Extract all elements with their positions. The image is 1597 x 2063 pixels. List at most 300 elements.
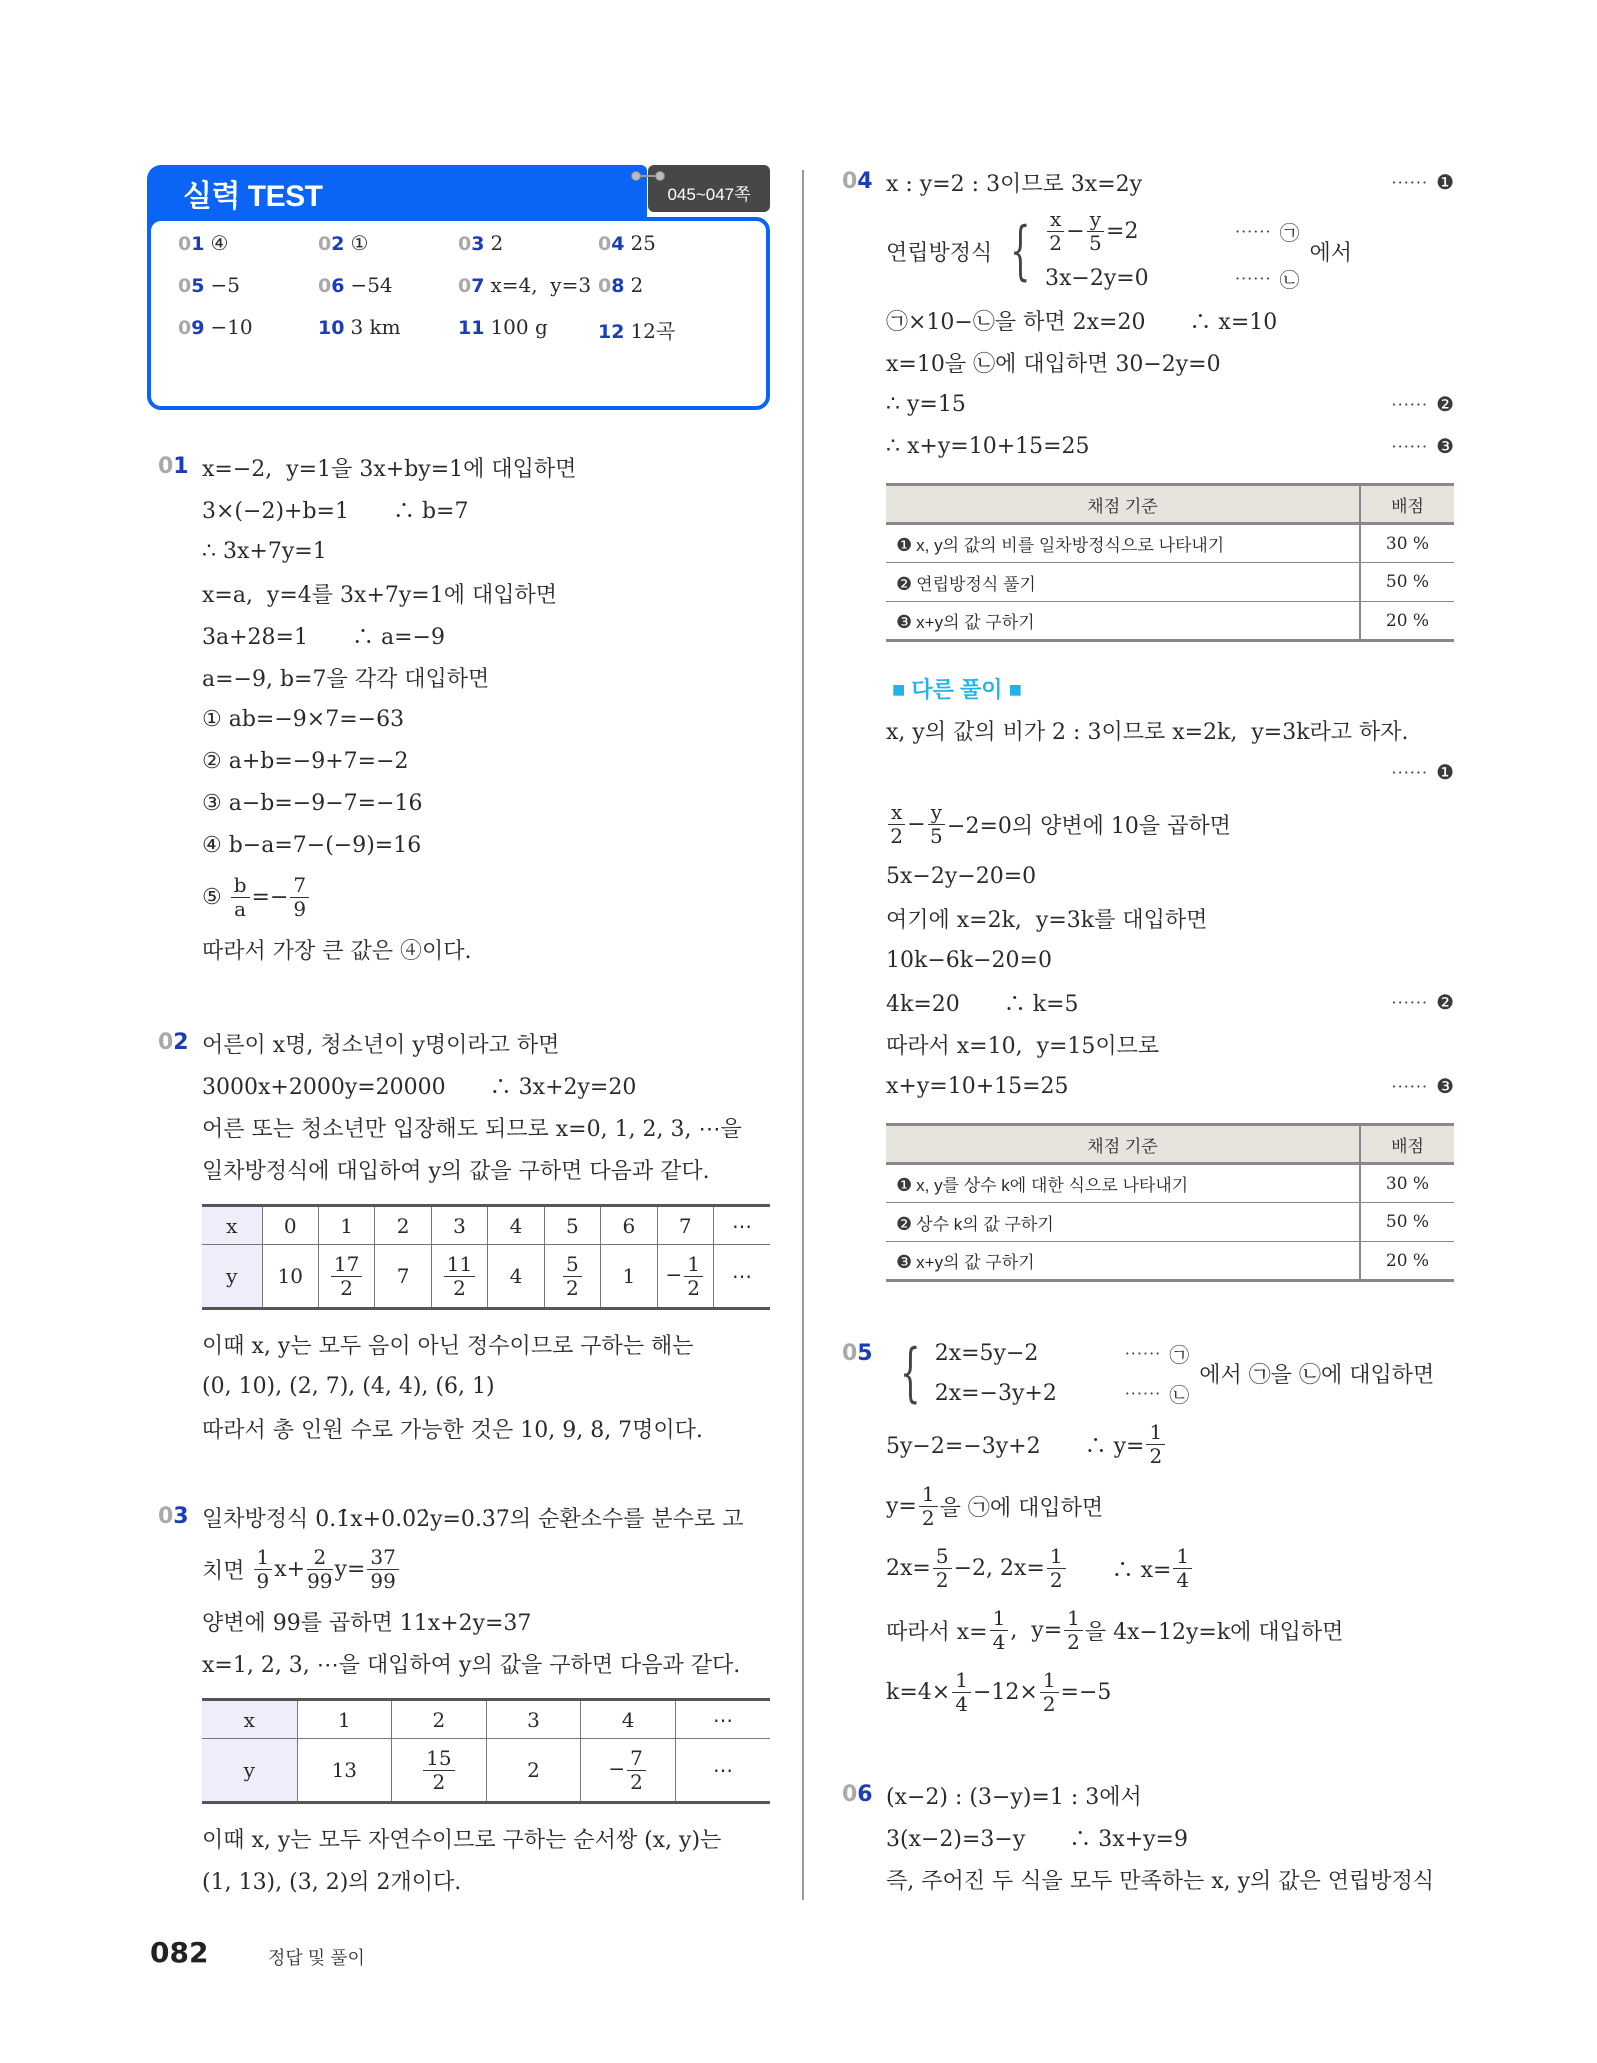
leader-dots: ······	[1391, 762, 1429, 782]
table-cell	[714, 1206, 771, 1245]
scoring-table	[886, 483, 1454, 642]
answer-item	[318, 315, 401, 339]
column-divider	[802, 170, 804, 1900]
math-text: x=4, y=3	[490, 273, 592, 297]
value-table	[202, 1204, 770, 1310]
numerator: 1	[990, 1607, 1009, 1630]
math-text: 1	[337, 1707, 351, 1732]
answer-value	[350, 273, 392, 297]
fraction	[919, 1483, 938, 1529]
math-text: , y=	[1010, 1617, 1063, 1643]
scoring-criterion	[886, 524, 1360, 563]
answer-number: 12	[598, 321, 625, 343]
math-text: 2	[490, 231, 504, 255]
math-text: 5	[566, 1213, 579, 1238]
answer-value	[210, 231, 228, 255]
problem-number: 03	[158, 1504, 189, 1529]
math-text: x, y를 상수 k에 대한 식으로 나타내기	[916, 1176, 1189, 1195]
equation-tag	[1235, 217, 1300, 246]
math-text: 3	[350, 315, 370, 339]
denominator: 4	[1176, 1567, 1190, 1592]
math-text: x=−2, y=1을 3x+by=1에 대입하면	[202, 456, 577, 482]
solution-line	[202, 928, 770, 970]
scoring-row	[886, 524, 1454, 563]
solution-line	[202, 488, 770, 530]
numerator: 1	[952, 1669, 971, 1692]
numerator: 11	[444, 1253, 475, 1276]
math-text: 연립방정식 풀기	[916, 574, 1036, 594]
step-number-icon: ❷	[1436, 392, 1454, 416]
table-cell	[262, 1206, 318, 1245]
solution-line	[202, 572, 770, 614]
step-number-icon: ❶	[896, 1175, 913, 1196]
numerator: 7	[290, 874, 309, 897]
step-number-icon: ❷	[896, 573, 913, 595]
scoring-criterion	[886, 602, 1360, 641]
math-text: 2	[396, 1213, 410, 1238]
denominator: 99	[307, 1568, 333, 1593]
table-cell	[431, 1206, 487, 1245]
math-text: 3000x+2000y=20000 ∴ 3x+2y=20	[202, 1074, 637, 1100]
step-number-icon: ❶	[896, 535, 913, 556]
value-table-wrapper	[202, 1698, 770, 1804]
solution-line	[886, 161, 1454, 203]
problem-number: 06	[842, 1782, 873, 1807]
table-cell	[486, 1739, 581, 1803]
solution-line	[886, 709, 1454, 751]
math-text: −2, 2x=	[953, 1555, 1045, 1581]
denominator: 4	[992, 1629, 1006, 1654]
math-text: 따라서 x=	[886, 1619, 988, 1645]
math-text: 2	[432, 1707, 446, 1732]
math-text: −	[665, 1262, 683, 1287]
math-text: =2	[1106, 218, 1139, 244]
scoring-points: 30 %	[1360, 1164, 1454, 1203]
math-text: 3	[527, 1707, 540, 1732]
math-text: 1	[340, 1213, 354, 1238]
math-text: 4k=20 ∴ k=5	[886, 991, 1079, 1017]
solution-line	[202, 1496, 770, 1538]
denominator: 2	[687, 1275, 701, 1300]
answer-value	[350, 315, 400, 339]
table-cell	[392, 1739, 487, 1803]
table-cell	[601, 1245, 657, 1309]
table-cell	[375, 1245, 431, 1309]
solution-line	[886, 855, 1454, 897]
fraction	[933, 1545, 952, 1591]
math-text: ④ b−a=7−(−9)=16	[202, 832, 422, 858]
math-text: x : y=2 : 3이므로 3x=2y	[886, 171, 1143, 197]
numerator: 7	[627, 1747, 646, 1770]
math-text: −	[608, 1756, 626, 1781]
equation	[1045, 266, 1235, 291]
solution-lines	[202, 1496, 770, 1901]
solution-line	[886, 1816, 1454, 1858]
table-row	[202, 1206, 770, 1245]
step-number-icon: ❶	[1436, 170, 1454, 194]
math-text: =−	[251, 884, 289, 910]
math-text: x+y의 값 구하기	[916, 613, 1035, 632]
math-text: 즉, 주어진 두 식을 모두 만족하는 x, y의 값은 연립방정식	[886, 1868, 1435, 1894]
equation-tag	[1235, 264, 1300, 293]
answer-value	[210, 273, 239, 297]
math-text: 치면	[202, 1558, 252, 1584]
fraction	[990, 1607, 1009, 1653]
answer-number: 05	[178, 275, 205, 297]
fraction	[928, 801, 945, 847]
math-text: −	[1066, 218, 1085, 244]
solution-line	[202, 782, 770, 824]
numerator: 5	[933, 1545, 952, 1568]
solution-line	[202, 824, 770, 866]
answer-summary-box	[147, 165, 770, 410]
equation-label-icon: ㉡	[1169, 1382, 1190, 1407]
math-text: 5y−2=−3y+2 ∴ y=	[886, 1433, 1145, 1459]
math-text: ①	[350, 231, 369, 255]
numerator: x	[888, 801, 905, 824]
solution-line	[886, 793, 1454, 855]
numerator: 2	[307, 1546, 332, 1569]
math-text: =−5	[1060, 1679, 1112, 1705]
answer-number: 06	[318, 275, 345, 297]
numerator: 17	[331, 1253, 362, 1276]
math-text: 3a+28=1 ∴ a=−9	[202, 624, 445, 650]
denominator: 2	[921, 1505, 935, 1530]
fraction	[888, 801, 905, 847]
solution-line	[202, 1600, 770, 1642]
table-row-header	[202, 1206, 262, 1245]
math-text: 13	[331, 1758, 358, 1782]
solution-line	[886, 1065, 1454, 1107]
math-text: ㉠×10−㉡을 하면 2x=20 ∴ x=10	[886, 309, 1278, 335]
math-text: x	[243, 1707, 255, 1732]
table-cell	[486, 1700, 581, 1739]
denominator: 5	[930, 823, 943, 848]
math-text: −5	[210, 273, 240, 297]
numerator: 37	[367, 1546, 398, 1569]
step-number-icon: ❷	[896, 1213, 913, 1235]
fraction	[684, 1253, 703, 1299]
solution-lines	[886, 1333, 1454, 1723]
denominator: a	[234, 896, 247, 921]
equation	[935, 1341, 1125, 1366]
leader-dots: ······	[1234, 268, 1272, 288]
solution-line	[202, 1022, 770, 1064]
scoring-row	[886, 602, 1454, 641]
solution-line	[202, 614, 770, 656]
table-cell	[262, 1245, 318, 1309]
math-text: k=4×	[886, 1679, 951, 1705]
answer-item	[458, 273, 591, 297]
leader-dots: ······	[1234, 221, 1272, 241]
solution-line	[886, 299, 1454, 341]
denominator: 2	[890, 823, 903, 848]
table-row-header	[202, 1245, 262, 1309]
math-text: 이때 x, y는 모두 음이 아닌 정수이므로 구하는 해는	[202, 1333, 694, 1359]
answer-value	[490, 231, 503, 255]
table-cell	[675, 1700, 770, 1739]
math-text: ② a+b=−9+7=−2	[202, 748, 409, 774]
math-text: ∴ x+y=10+15=25	[886, 433, 1090, 459]
table-row	[202, 1245, 770, 1309]
scoring-criterion	[886, 563, 1360, 602]
denominator: 2	[1149, 1443, 1163, 1468]
math-text: 4	[621, 1707, 635, 1732]
math-text: 3×(−2)+b=1 ∴ b=7	[202, 498, 469, 524]
math-text: ⋯	[712, 1707, 733, 1732]
answer-value	[630, 231, 655, 255]
step-number-icon: ❷	[1436, 990, 1454, 1014]
math-text: 따라서 가장 큰 값은 ④이다.	[202, 938, 472, 964]
answer-item	[458, 315, 548, 339]
denominator: 2	[935, 1567, 949, 1592]
system-row	[935, 1333, 1190, 1373]
solution-line	[886, 1599, 1454, 1661]
math-text: 어른 또는 청소년만 입장해도 되므로 x=0, 1, 2, 3, ⋯을	[202, 1116, 742, 1142]
leader-dots: ······	[1391, 394, 1429, 414]
problem-04	[842, 161, 1454, 1282]
math-text: 일차방정식 0.1̇x+0.0̇2̇y=0.3̇7̇의 순환소수를 분수로 고	[202, 1506, 744, 1532]
math-text: 2	[527, 1758, 540, 1782]
math-text: 을 4x−12y=k에 대입하면	[1084, 1619, 1344, 1645]
scoring-header-cell: 배점	[1360, 485, 1454, 524]
math-text: x=a, y=4를 3x+7y=1에 대입하면	[202, 582, 557, 608]
leader-dots: ······	[1391, 1076, 1429, 1096]
math-text: 따라서 x=10, y=15이므로	[886, 1033, 1160, 1059]
denominator: 4	[955, 1691, 968, 1716]
scoring-row	[886, 1242, 1454, 1281]
scoring-header-cell: 채점 기준	[886, 485, 1360, 524]
table-cell	[675, 1739, 770, 1803]
numerator: 15	[423, 1747, 454, 1770]
brace-icon: {	[1010, 214, 1031, 288]
solution-line	[202, 740, 770, 782]
answer-item	[318, 273, 393, 297]
step-number-icon: ❸	[1436, 434, 1454, 458]
table-cell	[714, 1245, 771, 1309]
scoring-points: 50 %	[1360, 1203, 1454, 1242]
math-text: 일차방정식에 대입하여 y의 값을 구하면 다음과 같다.	[202, 1158, 710, 1184]
denominator: 2	[1049, 230, 1062, 255]
denominator: 9	[293, 896, 307, 921]
solution-line	[886, 425, 1454, 467]
solution-lines	[886, 1774, 1454, 1900]
math-text: ⋯	[712, 1758, 733, 1782]
leader-dots: ······	[1391, 436, 1429, 456]
math-text: x, y의 값의 비가 2 : 3이므로 x=2k, y=3k라고 하자.	[886, 719, 1409, 745]
math-text: −2=0의 양변에 10을 곱하면	[947, 813, 1231, 839]
math-text: ⑤	[202, 884, 229, 910]
scoring-header-row	[886, 485, 1454, 524]
denominator: 2	[630, 1769, 643, 1794]
scoring-row	[886, 1203, 1454, 1242]
system-row	[1045, 204, 1300, 258]
solution-line	[202, 1148, 770, 1190]
solution-line	[886, 1774, 1454, 1816]
solution-line	[202, 1642, 770, 1684]
scoring-points: 20 %	[1360, 1242, 1454, 1281]
solution-line	[202, 1106, 770, 1148]
table-cell	[657, 1206, 713, 1245]
table-row	[202, 1739, 770, 1803]
math-text: y	[226, 1264, 238, 1288]
math-text: 2x=	[886, 1555, 931, 1581]
solution-line	[886, 981, 1454, 1023]
denominator: 5	[1088, 230, 1102, 255]
math-text: ⋯	[732, 1213, 752, 1238]
brace-icon: {	[900, 1336, 921, 1410]
numerator: 1	[1040, 1669, 1059, 1692]
problem-06	[842, 1774, 1454, 1900]
solution-line	[202, 1817, 770, 1859]
answer-value	[210, 315, 252, 339]
math-text: ⋯	[732, 1264, 752, 1288]
problem-02	[158, 1022, 770, 1449]
fraction	[563, 1253, 582, 1299]
problem-number: 05	[842, 1341, 873, 1366]
solution-line	[886, 1023, 1454, 1065]
fraction	[1087, 208, 1104, 254]
step-number-icon: ❸	[896, 612, 913, 633]
answer-item	[178, 273, 240, 297]
fraction	[231, 874, 250, 920]
answer-item	[318, 231, 368, 255]
unit-text: km	[369, 315, 401, 339]
math-text: ∴ 3x+7y=1	[202, 538, 327, 564]
answer-box-title: 실력 TEST	[183, 180, 323, 213]
equation-tag	[1125, 1339, 1190, 1368]
math-text: 6	[622, 1213, 636, 1238]
numerator: 5	[563, 1253, 582, 1276]
system-suffix: 에서	[1309, 240, 1353, 266]
table-cell	[581, 1700, 676, 1739]
math-text: (1, 13), (3, 2)의 2개이다.	[202, 1869, 462, 1895]
scoring-header-row	[886, 1125, 1454, 1164]
fraction	[331, 1253, 362, 1299]
math-text: 10k−6k−20=0	[886, 947, 1052, 973]
problem-03	[158, 1496, 770, 1901]
table-cell	[297, 1700, 392, 1739]
solution-line	[886, 751, 1454, 793]
fraction	[290, 874, 309, 920]
solution-line	[886, 383, 1454, 425]
math-text: −	[907, 811, 926, 837]
solution-line	[886, 897, 1454, 939]
table-row	[202, 1700, 770, 1739]
system-rows	[1045, 204, 1300, 298]
table-cell	[601, 1206, 657, 1245]
denominator: 9	[256, 1568, 270, 1593]
solution-line	[202, 1064, 770, 1106]
equation-label-icon: ㉡	[1279, 267, 1300, 292]
math-text: y	[243, 1758, 255, 1782]
leader-dots: ······	[1391, 992, 1429, 1012]
answer-value	[350, 231, 368, 255]
answer-value	[630, 273, 643, 297]
numerator: 1	[1173, 1545, 1192, 1568]
answer-number: 11	[458, 317, 485, 339]
solution-line	[202, 1323, 770, 1365]
math-text: ③ a−b=−9−7=−16	[202, 790, 423, 816]
math-text: 7	[396, 1264, 410, 1288]
math-text: 3	[453, 1213, 466, 1238]
math-text: x+	[274, 1556, 306, 1582]
denominator: 2	[566, 1275, 579, 1300]
solution-line	[202, 656, 770, 698]
equation-tag	[1125, 1379, 1190, 1408]
problem-number: 04	[842, 169, 873, 194]
step-marker	[1392, 1074, 1454, 1098]
equation	[1045, 208, 1235, 254]
step-number-icon: ❸	[896, 1252, 913, 1273]
table-cell	[657, 1245, 713, 1309]
math-text: 2x=−3y+2	[934, 1380, 1057, 1406]
scoring-points: 30 %	[1360, 524, 1454, 563]
scoring-points: 50 %	[1360, 563, 1454, 602]
table-cell	[431, 1245, 487, 1309]
page-number: 082	[150, 1936, 209, 1969]
table-cell	[544, 1245, 600, 1309]
math-text: (0, 10), (2, 7), (4, 4), (6, 1)	[202, 1373, 495, 1399]
answer-item	[598, 231, 656, 255]
equation-label-icon: ㉠	[1169, 1342, 1190, 1367]
math-text: 어른이 x명, 청소년이 y명이라고 하면	[202, 1032, 560, 1058]
fraction	[1040, 1669, 1059, 1715]
table-cell	[318, 1245, 374, 1309]
math-text: 여기에 x=2k, y=3k를 대입하면	[886, 907, 1208, 933]
math-text: 2	[630, 273, 644, 297]
table-cell	[375, 1206, 431, 1245]
step-number-icon: ❶	[1436, 760, 1454, 784]
solution-lines	[202, 446, 770, 970]
answer-item	[598, 273, 643, 297]
math-text: x+y의 값 구하기	[916, 1253, 1035, 1272]
denominator: 2	[340, 1275, 354, 1300]
problem-01	[158, 446, 770, 970]
scoring-row	[886, 1164, 1454, 1203]
problem-number: 02	[158, 1030, 189, 1055]
math-text: x=1, 2, 3, ⋯을 대입하여 y의 값을 구하면 다음과 같다.	[202, 1652, 741, 1678]
step-marker	[1392, 990, 1454, 1014]
answer-item	[178, 315, 253, 339]
scoring-header-cell: 채점 기준	[886, 1125, 1360, 1164]
equation-label-icon: ㉠	[1279, 220, 1300, 245]
numerator: y	[1087, 208, 1104, 231]
numerator: y	[928, 801, 945, 824]
math-text: 25	[630, 231, 656, 255]
math-text: −12×	[972, 1679, 1038, 1705]
scoring-points: 20 %	[1360, 602, 1454, 641]
numerator: 1	[1047, 1545, 1066, 1568]
solution-line	[886, 1413, 1454, 1475]
table-cell	[318, 1206, 374, 1245]
fraction	[444, 1253, 475, 1299]
solution-line	[886, 939, 1454, 981]
table-cell	[392, 1700, 487, 1739]
numerator: b	[231, 874, 250, 897]
solution-line	[886, 1537, 1454, 1599]
table-cell	[488, 1206, 544, 1245]
math-text: x, y의 값의 비를 일차방정식으로 나타내기	[916, 536, 1225, 555]
math-text: 3x−2y=0	[1044, 265, 1149, 291]
value-table-wrapper	[202, 1204, 770, 1310]
fraction	[254, 1546, 273, 1592]
answer-number: 10	[318, 317, 345, 339]
answer-item	[458, 231, 503, 255]
solution-line	[202, 1859, 770, 1901]
math-text: 7	[678, 1213, 692, 1238]
math-text: 10	[277, 1264, 303, 1288]
